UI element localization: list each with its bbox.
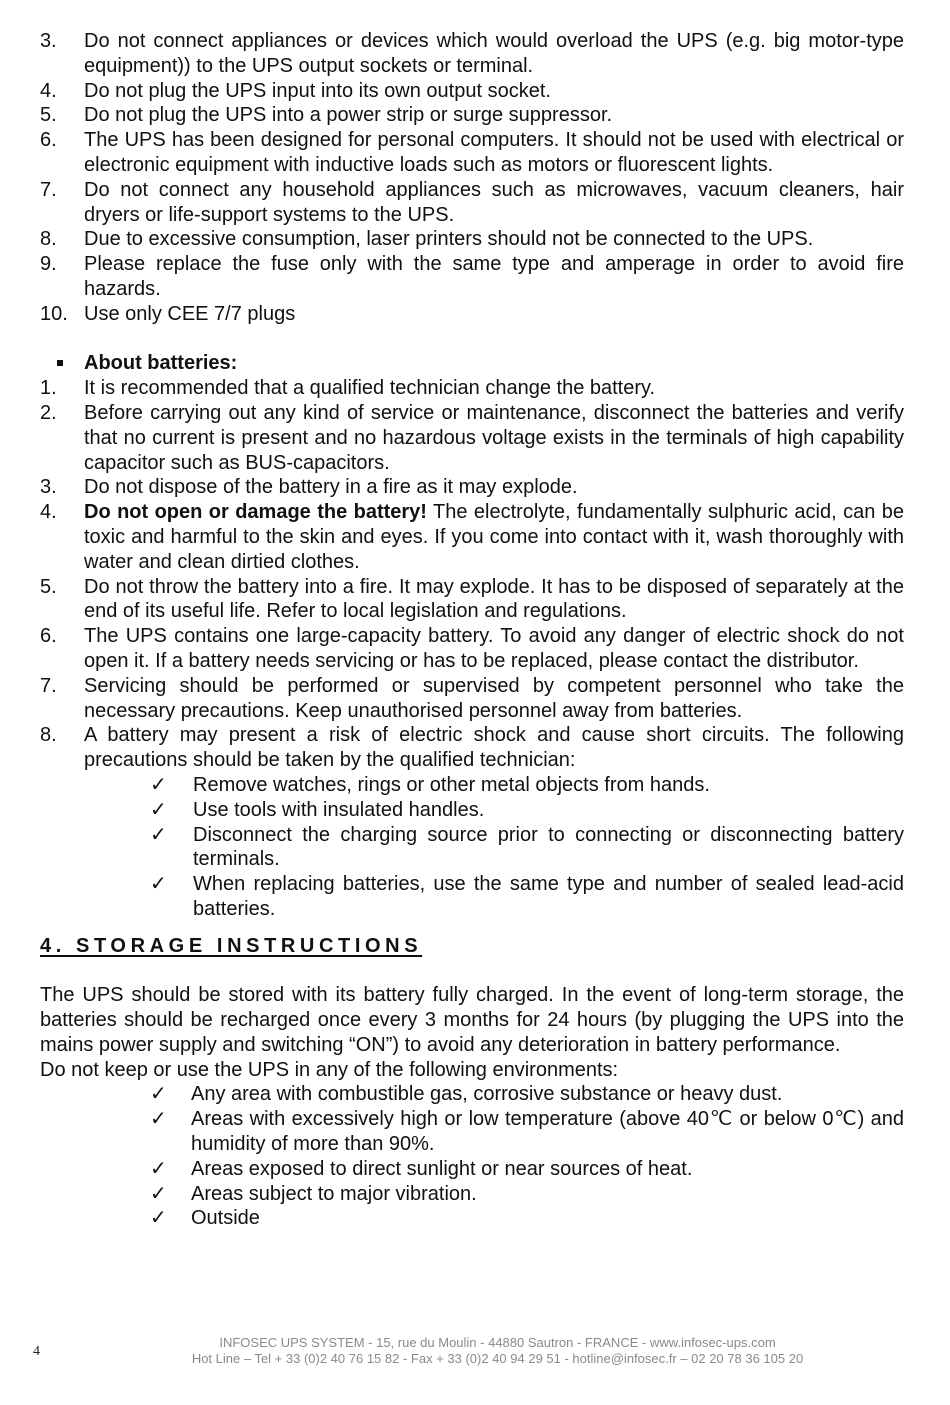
item-text: Do not plug the UPS input into its own output socket. xyxy=(84,79,551,102)
checkmark-icon: ✓ xyxy=(150,773,167,796)
list-item xyxy=(0,624,904,674)
check-text: Remove watches, rings or other metal objects from hands. xyxy=(193,773,710,796)
footer-contacts: Hot Line – Tel + 33 (0)2 40 76 15 82 - Fax + 33 (0)2 40 94 29 51 - hotline@infosec.fr – 02 20 78 36 105 20 xyxy=(191,1351,804,1366)
item-number: 7. xyxy=(40,674,57,697)
check-item xyxy=(0,1107,904,1157)
batteries-heading xyxy=(0,351,950,376)
item-number: 1. xyxy=(40,377,57,400)
item-text: Do not dispose of the battery in a fire as it may explode. xyxy=(84,476,578,499)
list-item xyxy=(0,575,904,625)
item-number: 9. xyxy=(40,253,57,276)
item-number: 3. xyxy=(40,30,57,52)
checkmark-icon: ✓ xyxy=(150,1207,167,1230)
item-number: 5. xyxy=(40,104,57,127)
item-number: 5. xyxy=(40,575,57,598)
square-bullet-icon xyxy=(57,360,63,366)
list-item xyxy=(0,103,904,128)
check-item xyxy=(0,773,904,798)
footer-address: INFOSEC UPS SYSTEM - 15, rue du Moulin - 44880 Sautron - FRANCE - www.infosec-ups.com xyxy=(219,1335,776,1350)
item-text: Use only CEE 7/7 plugs xyxy=(84,302,296,325)
item-text: Due to excessive consumption, laser printers should not be connected to the UPS. xyxy=(84,228,814,251)
item-number: 2. xyxy=(40,401,57,424)
safety-list xyxy=(0,29,950,327)
item-number: 6. xyxy=(40,129,57,152)
list-item xyxy=(0,674,904,724)
check-text: Areas with excessively high or low temperature (above 40℃ or below 0℃) and humidity of more than 90%. xyxy=(191,1108,904,1156)
check-text: Areas exposed to direct sunlight or near sources of heat. xyxy=(191,1157,693,1180)
checkmark-icon: ✓ xyxy=(150,823,167,846)
list-item xyxy=(0,500,904,574)
list-item xyxy=(0,128,904,178)
item-number: 6. xyxy=(40,625,57,648)
check-item xyxy=(0,1206,904,1231)
section-title: 4. STORAGE INSTRUCTIONS xyxy=(40,934,423,957)
item-number: 4. xyxy=(40,501,57,524)
item-text: Do not connect appliances or devices which would overload the UPS (e.g. big motor-type equipment)) to the UPS output sockets or terminal. xyxy=(84,30,904,77)
list-item xyxy=(0,227,904,252)
check-text: Disconnect the charging source prior to connecting or disconnecting battery terminals. xyxy=(193,823,904,871)
item-warning-text: Do not open or damage the battery! xyxy=(84,501,427,524)
check-item xyxy=(0,798,904,823)
environments-intro: Do not keep or use the UPS in any of the following environments: xyxy=(40,1058,619,1081)
item-text: Do not throw the battery into a fire. It may explode. It has to be disposed of separately at the end of its useful life. Refer to local legislation and regulations. xyxy=(84,575,904,623)
item-number: 10. xyxy=(40,302,68,325)
item-text: Before carrying out any kind of service or maintenance, disconnect the batteries and verify that no current is present and no hazardous voltage exists in the terminals of high capability capacitor such as BUS-capacitors. xyxy=(84,401,904,474)
item-number: 3. xyxy=(40,476,57,499)
item-text: The UPS has been designed for personal computers. It should not be used with electrical or electronic equipment with inductive loads such as motors or fluorescent lights. xyxy=(84,129,904,176)
item-number: 4. xyxy=(40,79,57,102)
storage-paragraph: The UPS should be stored with its battery fully charged. In the event of long-term storage, the batteries should be recharged once every 3 months for 24 hours (by plugging the UPS into the mains power supply and switching “ON”) to avoid any deterioration in battery performance. xyxy=(40,984,904,1056)
list-item xyxy=(0,302,904,327)
item-text: Do not plug the UPS into a power strip or surge suppressor. xyxy=(84,104,613,127)
item-text: Please replace the fuse only with the same type and amperage in order to avoid fire hazards. xyxy=(84,253,904,300)
check-text: Use tools with insulated handles. xyxy=(193,798,485,821)
check-item xyxy=(0,823,904,873)
checkmark-icon: ✓ xyxy=(150,1157,167,1180)
check-item xyxy=(0,1157,904,1182)
precautions-list xyxy=(0,773,950,922)
item-number: 8. xyxy=(40,228,57,251)
check-item xyxy=(0,1182,904,1207)
item-text: It is recommended that a qualified technician change the battery. xyxy=(84,377,656,400)
list-item xyxy=(0,401,904,475)
item-number: 7. xyxy=(40,178,57,201)
item-text: The electrolyte, fundamentally sulphuric acid, can be toxic and harmful to the skin and eyes. If you come into contact with it, wash thoroughly with water and clean dirtied clothes. xyxy=(84,501,904,573)
check-text: Outside xyxy=(191,1207,260,1230)
page-footer xyxy=(0,1335,950,1367)
list-item xyxy=(0,376,904,401)
document-page xyxy=(0,29,950,1231)
item-text: The UPS contains one large-capacity battery. To avoid any danger of electric shock do not open it. If a battery needs servicing or has to be replaced, please contact the distributor. xyxy=(84,625,904,672)
check-text: Any area with combustible gas, corrosive substance or heavy dust. xyxy=(191,1083,783,1106)
checkmark-icon: ✓ xyxy=(150,798,167,821)
item-text: Do not connect any household appliances such as microwaves, vacuum cleaners, hair dryers or life-support systems to the UPS. xyxy=(84,178,904,226)
batteries-list xyxy=(0,376,950,773)
checkmark-icon: ✓ xyxy=(150,1108,167,1131)
environments-list xyxy=(0,1082,950,1231)
check-text: When replacing batteries, use the same type and number of sealed lead-acid batteries. xyxy=(193,873,904,920)
check-item xyxy=(0,872,904,922)
spacer xyxy=(0,327,950,352)
list-item xyxy=(0,79,904,104)
item-text: Servicing should be performed or supervised by competent personnel who take the necessary precautions. Keep unauthorised personnel away from batteries. xyxy=(84,674,904,722)
spacer xyxy=(0,958,950,983)
page-number: 4 xyxy=(33,1344,40,1359)
list-item xyxy=(0,29,904,79)
list-item xyxy=(0,252,904,302)
item-text: A battery may present a risk of electric shock and cause short circuits. The following precautions should be taken by the qualified technician: xyxy=(84,724,904,772)
item-number: 8. xyxy=(40,724,57,747)
batteries-heading-text: About batteries: xyxy=(84,352,238,375)
check-item xyxy=(0,1082,904,1107)
list-item xyxy=(0,178,904,228)
list-item xyxy=(0,723,904,773)
checkmark-icon: ✓ xyxy=(150,1182,167,1205)
checkmark-icon: ✓ xyxy=(150,1083,167,1106)
checkmark-icon: ✓ xyxy=(150,873,167,896)
list-item xyxy=(0,475,904,500)
check-text: Areas subject to major vibration. xyxy=(191,1182,477,1205)
